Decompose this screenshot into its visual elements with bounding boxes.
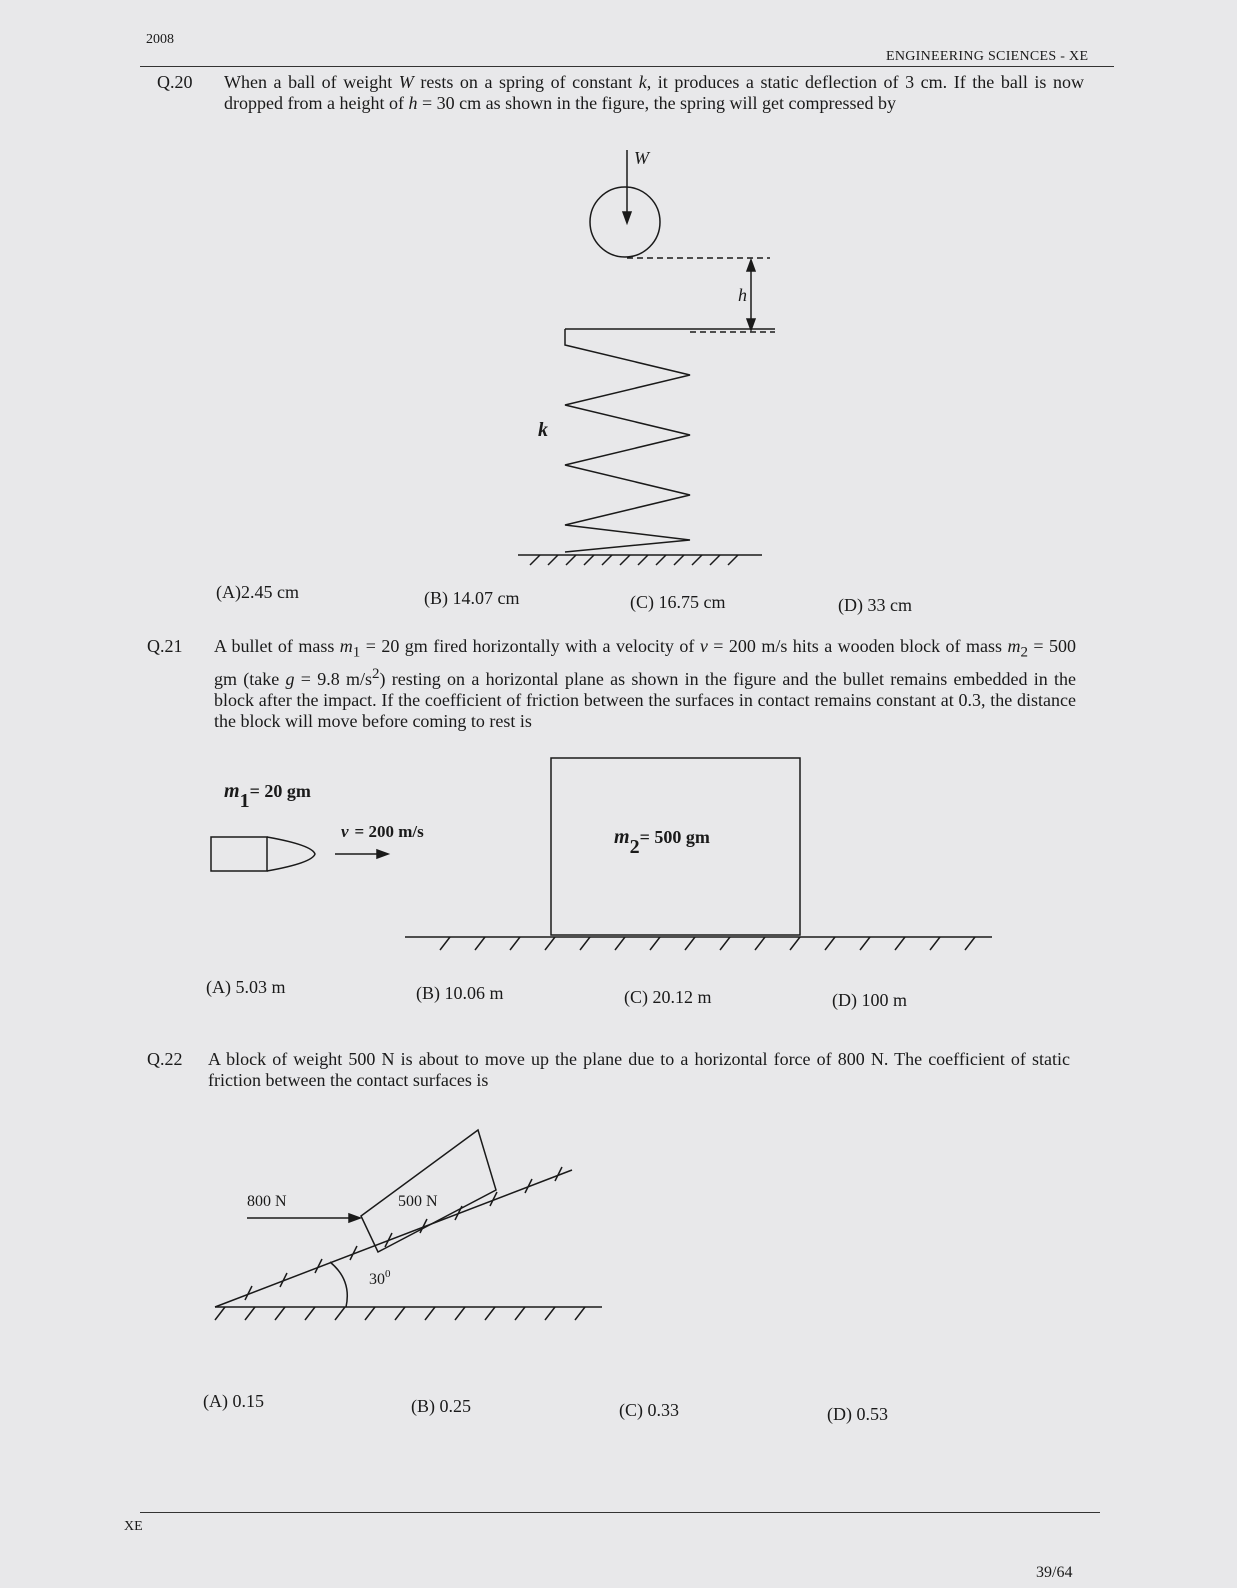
footer-code: XE	[124, 1519, 143, 1534]
q21-option-c[interactable]: (C) 20.12 m	[624, 987, 712, 1007]
incline-hatching	[245, 1167, 562, 1300]
q22-option-a[interactable]: (A) 0.15	[203, 1391, 264, 1411]
q20-number: Q.20	[157, 72, 193, 92]
weight-label: W	[634, 148, 649, 168]
q21-option-b[interactable]: (B) 10.06 m	[416, 983, 504, 1003]
q20-option-c[interactable]: (C) 16.75 cm	[630, 592, 726, 612]
q20-text: When a ball of weight W rests on a spring of constant k, it produces a static deflection of 3 cm. If the ball is now dropped from a height of h = 30 cm as shown in the figure, the spring will get compressed by	[224, 72, 1084, 113]
page-number: 39/64	[1036, 1564, 1073, 1581]
block-on-incline	[361, 1130, 496, 1252]
q21-option-a[interactable]: (A) 5.03 m	[206, 977, 286, 997]
m1-label: m1= 20 gm	[224, 780, 311, 812]
angle-arc	[330, 1262, 347, 1307]
spring-constant-label: k	[538, 419, 548, 441]
header-year: 2008	[146, 32, 174, 47]
q22-option-b[interactable]: (B) 0.25	[411, 1396, 471, 1416]
base-hatching	[215, 1307, 585, 1320]
block-weight-label: 500 N	[398, 1193, 438, 1210]
q20-option-d[interactable]: (D) 33 cm	[838, 595, 912, 615]
q22-text: A block of weight 500 N is about to move up the plane due to a horizontal force of 800 N. The coefficient of static friction between the contact surfaces is	[208, 1049, 1070, 1090]
height-label: h	[738, 285, 747, 305]
inclined-plane	[215, 1170, 572, 1307]
force-arrowhead	[349, 1214, 360, 1222]
q22-number: Q.22	[147, 1049, 183, 1069]
force-label: 800 N	[247, 1193, 287, 1210]
footer-rule	[140, 1512, 1100, 1513]
q20-option-b[interactable]: (B) 14.07 cm	[424, 588, 520, 608]
q22-option-c[interactable]: (C) 0.33	[619, 1400, 679, 1420]
velocity-label: v = 200 m/s	[341, 822, 424, 841]
m2-label: m2= 500 gm	[614, 826, 710, 858]
angle-label: $30^0$	[369, 1268, 391, 1288]
q21-number: Q.21	[147, 636, 183, 656]
q20-option-a[interactable]: (A)2.45 cm	[216, 582, 299, 602]
q21-option-d[interactable]: (D) 100 m	[832, 990, 907, 1010]
header-title: ENGINEERING SCIENCES - XE	[886, 49, 1089, 64]
q22-option-d[interactable]: (D) 0.53	[827, 1404, 888, 1424]
q21-text: A bullet of mass $m_1 = 20$ gm fired horizontally with a velocity of v = 200 m/s hits a wooden block of mass $m_2 = 500$ gm (take g = 9.8 $m/s^2$) resting on a horizontal plane as shown in the figure and the bullet remains embedded in the block after the impact. If the coefficient of friction between the surfaces in contact remains constant at 0.3, the distance the block will move before coming to rest is	[214, 636, 1076, 731]
